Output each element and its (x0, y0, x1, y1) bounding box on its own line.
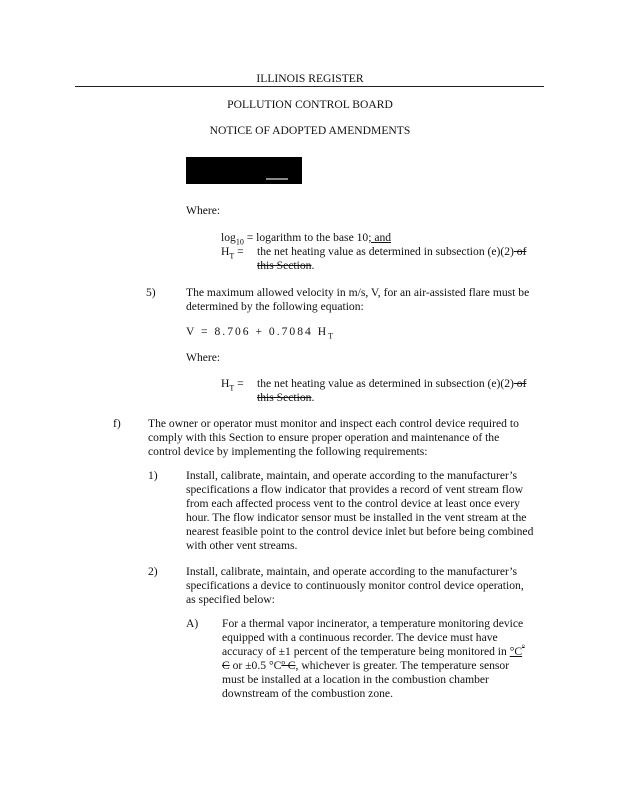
item-5-line-2: determined by the following equation: (186, 300, 364, 313)
ht-subscript-2: T (229, 383, 235, 393)
ht-term-2: H (221, 377, 230, 390)
ht-period-2: . (311, 391, 315, 404)
definition-ht-1-cont (257, 259, 314, 274)
log-subscript: 10 (235, 237, 244, 247)
equation-subscript: T (328, 331, 333, 341)
item-1-line: nearest feasible point to the control device inlet but before being combined (186, 525, 534, 538)
item-2-line: specifications a device to continuously monitor control device operation, (186, 579, 524, 592)
log-term: log (221, 231, 236, 244)
item-5-number: 5) (146, 286, 156, 299)
register-title-text: ILLINOIS REGISTER (256, 72, 364, 85)
item-1-line: hour. The flow indicator sensor must be installed in the vent stream at the (186, 511, 527, 524)
item-f-line-2: comply with this Section to ensure proper operation and maintenance of the (148, 431, 500, 444)
velocity-equation (186, 325, 333, 340)
item-a-line-3-text: accuracy of ±1 percent of the temperature being monitored in (222, 645, 510, 658)
item-a-number: A) (186, 617, 199, 630)
item-a-deleted-c: C (222, 659, 230, 672)
definition-log (221, 231, 391, 246)
item-1-line: with other vent streams. (186, 539, 298, 552)
where-label-2: Where: (186, 351, 221, 364)
ht-equals: = (234, 245, 244, 258)
notice-title: NOTICE OF ADOPTED AMENDMENTS (209, 124, 411, 137)
definition-ht-2-cont (257, 391, 314, 406)
board-name: POLLUTION CONTROL BOARD (227, 98, 393, 111)
item-1-line: from each affected process vent to the control device at least once every (186, 497, 520, 510)
item-a-deleted-degree-c: º C (281, 659, 296, 672)
item-f-line-1: The owner or operator must monitor and inspect each control device required to (148, 417, 519, 430)
ht-term: H (221, 245, 230, 258)
item-f-number: f) (113, 417, 121, 430)
ht-period: . (311, 259, 315, 272)
item-a-line-4-end: , whichever is greater. The temperature sensor (295, 659, 510, 672)
item-2-line: as specified below: (186, 593, 275, 606)
ht-deleted-text-2: of (513, 377, 527, 390)
item-a-line-2: equipped with a continuous recorder. The device must have (222, 631, 498, 644)
item-a-line-1: For a thermal vapor incinerator, a temperature monitoring device (222, 617, 524, 630)
definition-ht-1 (257, 245, 526, 260)
definition-ht-term-1 (221, 245, 244, 260)
item-a-deleted-degree: º (522, 643, 525, 653)
item-5-line-1: The maximum allowed velocity in m/s, V, for an air-assisted flare must be (186, 286, 530, 299)
item-a-line-4-mid: or ±0.5 °C (229, 659, 282, 672)
item-1-line: Install, calibrate, maintain, and operate according to the manufacturer’s (186, 469, 518, 482)
ht-deleted-text: of (513, 245, 527, 258)
log-definition: = logarithm to the base 10 (243, 231, 369, 244)
ht-definition: the net heating value as determined in subsection (e)(2) (257, 245, 514, 258)
definition-ht-term-2 (221, 377, 244, 392)
item-1-number: 1) (148, 469, 158, 482)
definition-ht-2 (257, 377, 526, 392)
item-a-line-5: must be installed at a location in the combustion chamber (222, 673, 489, 686)
ht-deleted-section: this Section (257, 259, 312, 272)
ht-subscript: T (229, 251, 235, 261)
item-a-line-6: downstream of the combustion zone. (222, 687, 393, 700)
item-2-number: 2) (148, 565, 158, 578)
ht-equals-2: = (234, 377, 244, 390)
ht-definition-2: the net heating value as determined in subsection (e)(2) (257, 377, 514, 390)
log-added-text: ; and (368, 231, 392, 244)
item-a-line-3 (222, 645, 525, 660)
header-rule (75, 86, 544, 87)
equation-text: V = 8.706 + 0.7084 H (186, 325, 329, 338)
item-f-line-3: control device by implementing the following requirements: (148, 445, 428, 458)
register-title (0, 72, 620, 87)
ht-deleted-section-2: this Section (257, 391, 312, 404)
item-2-line: Install, calibrate, maintain, and operate according to the manufacturer’s (186, 565, 518, 578)
item-a-line-4 (222, 659, 509, 674)
where-label-1: Where: (186, 204, 221, 217)
redaction-residue (266, 178, 288, 180)
item-1-line: specifications a flow indicator that provides a record of vent stream flow (186, 483, 524, 496)
item-a-added-celsius: °C (509, 645, 523, 658)
